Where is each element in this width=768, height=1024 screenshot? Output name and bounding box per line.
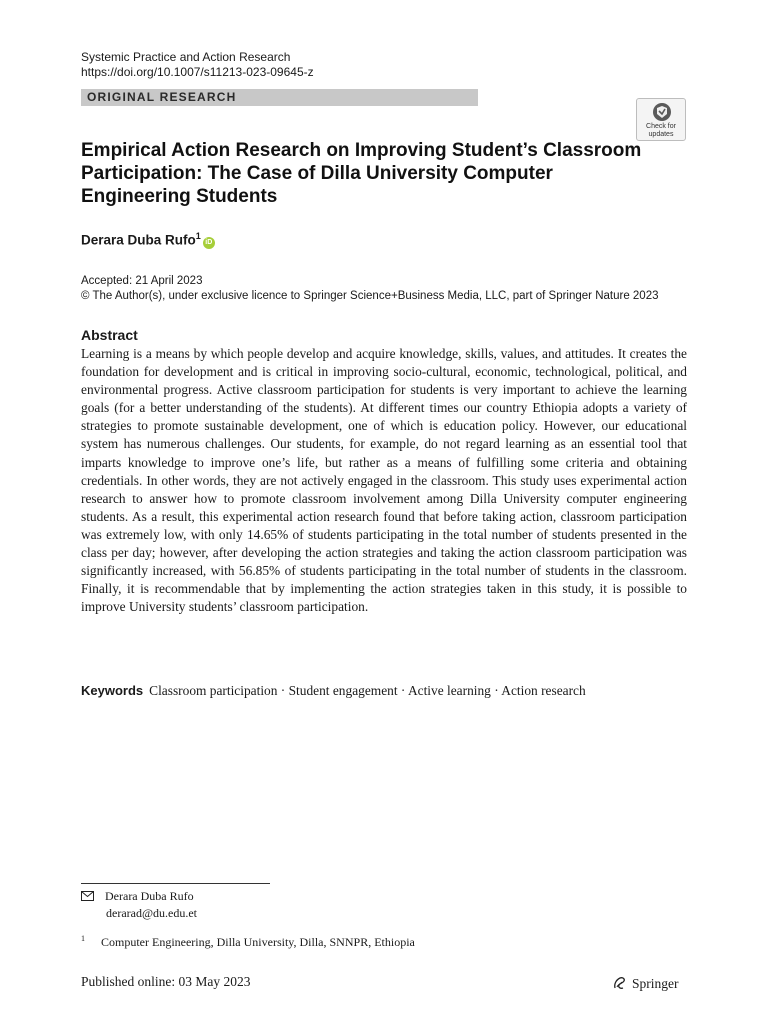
contact-block <box>81 888 197 921</box>
affiliation-text: Computer Engineering, Dilla University, Dilla, SNNPR, Ethiopia <box>101 935 415 949</box>
check-for-updates-badge[interactable] <box>636 98 686 141</box>
article-title: Empirical Action Research on Improving Student’s Classroom Participation: The Case of Dilla University Computer Engineering Students <box>81 140 642 207</box>
article-dates <box>81 274 659 304</box>
section-banner: ORIGINAL RESEARCH <box>81 89 478 106</box>
footnote-rule <box>81 883 270 884</box>
keywords-label: Keywords <box>81 683 144 698</box>
check-for-updates-label: Check for updates <box>646 123 676 138</box>
check-for-updates-icon <box>651 102 673 122</box>
accepted-date: Accepted: 21 April 2023 <box>81 275 203 287</box>
publisher-name: Springer <box>632 976 679 991</box>
author-affiliation-marker: 1 <box>195 231 201 241</box>
contact-email[interactable]: derarad@du.edu.et <box>106 906 198 921</box>
author-line <box>81 231 215 249</box>
springer-logo <box>612 975 679 992</box>
envelope-icon <box>81 889 95 905</box>
contact-name: Derara Duba Rufo <box>105 889 194 903</box>
journal-name: Systemic Practice and Action Research <box>81 50 291 64</box>
keywords-list: Classroom participation · Student engagement · Active learning · Action research <box>149 683 586 698</box>
abstract-heading: Abstract <box>81 327 138 343</box>
affiliation-number: 1 <box>81 934 85 943</box>
affiliation <box>81 931 415 950</box>
published-date: Published online: 03 May 2023 <box>81 974 251 989</box>
abstract-text: Learning is a means by which people develop and acquire knowledge, skills, values, and attitudes. It creates the foundation for development and is critical in improving socio-cultural, economic, technological, political, and environmental progress. Active classroom participation for students is very important to achieve the learning goals (for a better understanding of the students). At different times our country Ethiopia adopts a variety of strategies to promote sustainable development, one of which is education policy. However, our educational system has numerous challenges. Our students, for example, do not regard learning as an essential tool that imparts knowledge to improve one’s life, but rather as a means of fulfilling some criteria and obtaining credentials. In other words, they are not actively engaged in the classroom. This study uses experimental action research to answer how to promote classroom involvement among Dilla University computer engineering students. As a result, this experimental action research found that before taking action, classroom participation was extremely low, with only 14.65% of students participating in the total number of students presented in the class per day; however, after developing the action strategies and taking the action classroom participation was significantly increased, with 56.85% of students participating in the total number of students in the classroom. Finally, it is recommendable that by implementing the action strategies taken in this study, it is possible to improve University students’ classroom participation. <box>81 346 687 615</box>
copyright-line: © The Author(s), under exclusive licence to Springer Science+Business Media, LLC, part of Springer Nature 2023 <box>81 290 659 302</box>
keywords-block <box>81 682 681 700</box>
orcid-icon[interactable]: iD <box>203 237 215 249</box>
doi-link[interactable]: https://doi.org/10.1007/s11213-023-09645-z <box>81 65 314 79</box>
author-name[interactable]: Derara Duba Rufo <box>81 232 196 248</box>
journal-header <box>81 50 314 80</box>
springer-logo-icon <box>612 975 628 991</box>
